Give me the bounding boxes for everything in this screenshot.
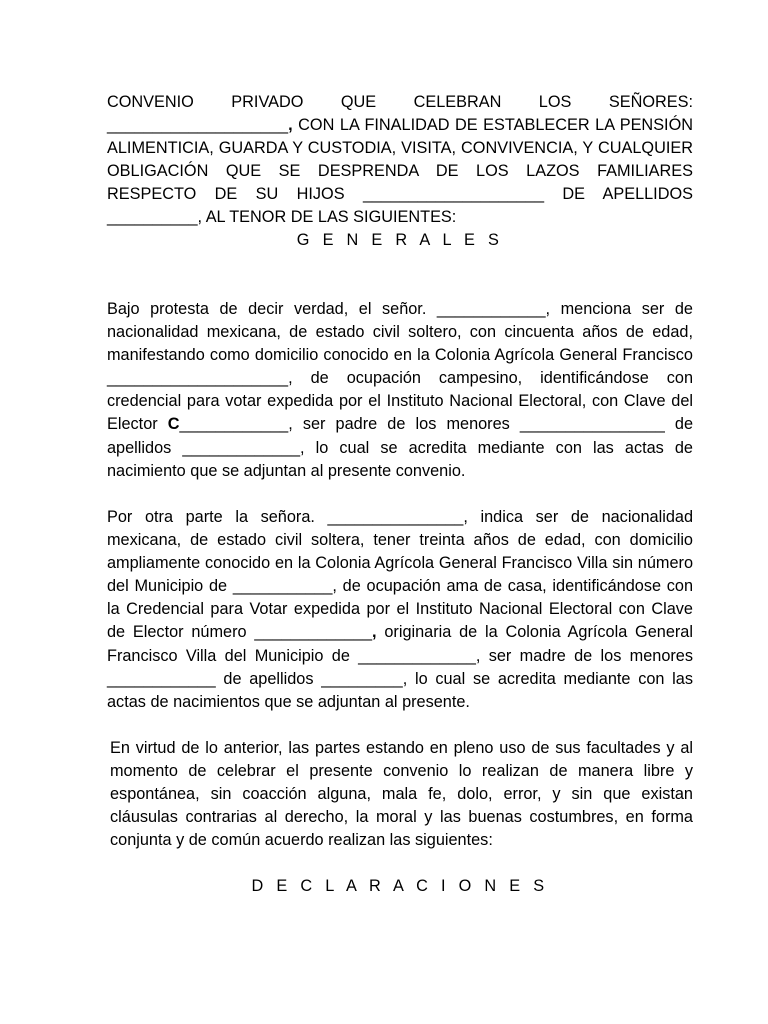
generales-heading: G E N E R A L E S <box>296 231 504 249</box>
mother-bold-comma: , <box>372 623 377 642</box>
father-bold-c: C <box>167 415 180 434</box>
declaraciones-heading: D E C L A R A C I O N E S <box>251 877 549 895</box>
intro-text-part-2: CON LA FINALIDAD DE ESTABLECER LA PENSIÓN ALIMENTICIA, GUARDA Y CUSTODIA, VISITA, CONVIVENCIA, Y CUALQUIER OBLIGACIÓN QUE SE DESPRENDA DE LOS LAZOS FAMILIARES RESPECTO DE SU HIJOS ____________________ DE APELLIDOS __________, AL TENOR DE LAS SIGUIENTES: <box>107 116 693 227</box>
agreement-intro-paragraph <box>107 91 693 230</box>
mother-text-part-1: Por otra parte la señora. _______________, indica ser de nacionalidad mexicana, de estado civil soltera, tener treinta años de edad, con domicilio ampliamente conocido en la Colonia Agrícola General Francisco Villa sin número del Municipio de ___________, de ocupación ama de casa, identificándose con la Credencial para Votar expedida por el Instituto Nacional Electoral con Clave de Elector número _____________ <box>107 508 693 642</box>
intro-text-part-1: CONVENIO PRIVADO QUE CELEBRAN LOS SEÑORES: ____________________ <box>107 93 693 135</box>
father-text-part-2: ____________, ser padre de los menores ________________ de apellidos _____________, lo cual se acredita mediante con las actas de nacimiento que se adjuntan al presente convenio. <box>107 415 693 480</box>
intro-bold-comma: , <box>288 116 293 135</box>
father-text-part-1: Bajo protesta de decir verdad, el señor. ____________, menciona ser de nacionalidad mexicana, de estado civil soltero, con cincuenta años de edad, manifestando como domicilio conocido en la Colonia Agrícola General Francisco ____________________, de ocupación campesino, identificándose con credencial para votar expedida por el Instituto Nacional Electoral, con Clave del Elector <box>107 300 693 434</box>
mother-text-part-2: originaria de la Colonia Agrícola General Francisco Villa del Municipio de _____________, ser madre de los menores ____________ de apellidos _________, lo cual se acredita mediante con las actas de nacimientos que se adjuntan al presente. <box>107 623 693 711</box>
mother-paragraph <box>107 506 693 714</box>
father-paragraph <box>107 298 693 483</box>
agreement-paragraph: En virtud de lo anterior, las partes estando en pleno uso de sus facultades y al momento de celebrar el presente convenio lo realizan de manera libre y espontánea, sin coacción alguna, mala fe, dolo, error, y sin que existan cláusulas contrarias al derecho, la moral y las buenas costumbres, en forma conjunta y de común acuerdo realizan las siguientes: <box>110 739 693 850</box>
